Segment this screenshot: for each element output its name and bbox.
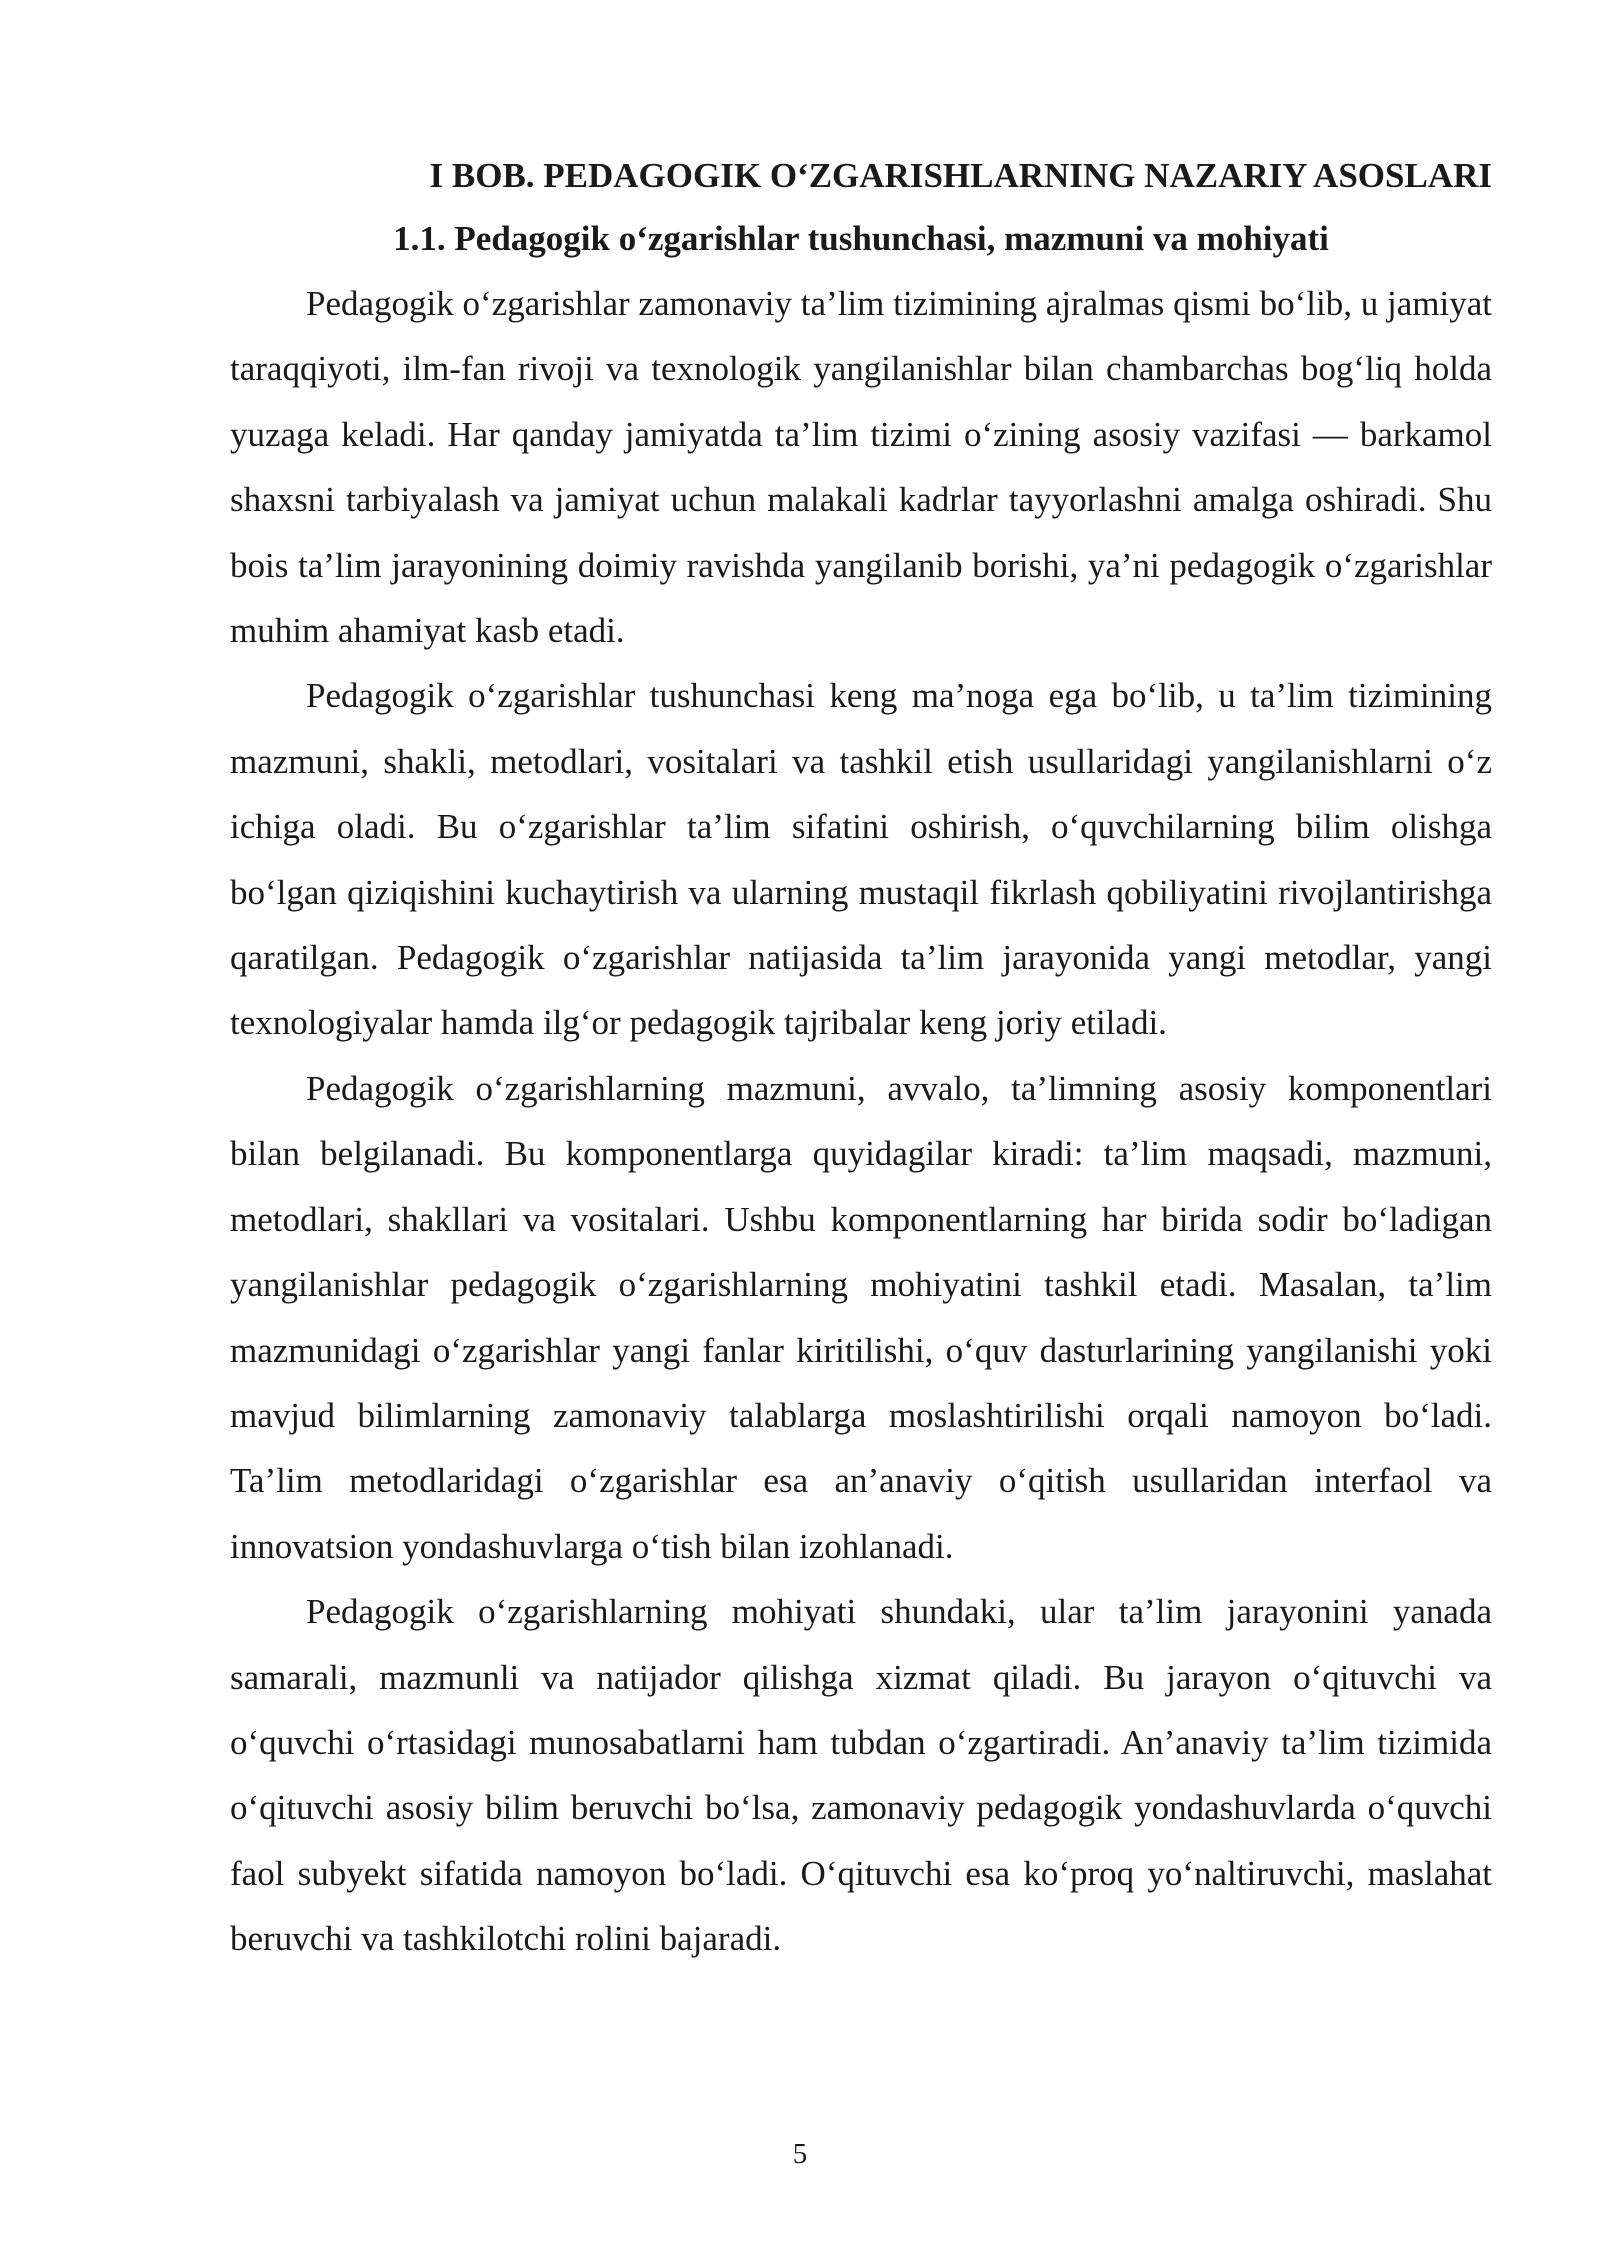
page-content [230,145,1492,1972]
section-title: 1.1. Pedagogik o‘zgarishlar tushunchasi, mazmuni va mohiyati [393,219,1329,258]
chapter-title: I BOB. PEDAGOGIK O‘ZGARISHLARNING NAZARIY ASOSLARI [429,156,1492,195]
paragraph-2: Pedagogik o‘zgarishlar tushunchasi keng ma’noga ega bo‘lib, u ta’lim tizimining mazmuni, shakli, metodlari, vositalari va tashkil etish usullaridagi yangilanishlarni o‘z ichiga oladi. Bu o‘zgarishlar ta’lim sifatini oshirish, o‘quvchilarning bilim olishga bo‘lgan qiziqishini kuchaytirish va ularning mustaqil fikrlash qobiliyatini rivojlantirishga qaratilgan. Pedagogik o‘zgarishlar natijasida ta’lim jarayonida yangi metodlar, yangi texnologiyalar hamda ilg‘or pedagogik tajribalar keng joriy etiladi. [230,676,1492,1043]
paragraph-1: Pedagogik o‘zgarishlar zamonaviy ta’lim tizimining ajralmas qismi bo‘lib, u jamiyat taraqqiyoti, ilm-fan rivoji va texnologik yangilanishlar bilan chambarchas bog‘liq holda yuzaga keladi. Har qanday jamiyatda ta’lim tizimi o‘zining asosiy vazifasi — barkamol shaxsni tarbiyalash va jamiyat uchun malakali kadrlar tayyorlashni amalga oshiradi. Shu bois ta’lim jarayonining doimiy ravishda yangilanib borishi, ya’ni pedagogik o‘zgarishlar muhim ahamiyat kasb etadi. [230,284,1492,651]
paragraph-4: Pedagogik o‘zgarishlarning mohiyati shundaki, ular ta’lim jarayonini yanada samarali, mazmunli va natijador qilishga xizmat qiladi. Bu jarayon o‘qituvchi va o‘quvchi o‘rtasidagi munosabatlarni ham tubdan o‘zgartiradi. An’anaviy ta’lim tizimida o‘qituvchi asosiy bilim beruvchi bo‘lsa, zamonaviy pedagogik yondashuvlarda o‘quvchi faol subyekt sifatida namoyon bo‘ladi. O‘qituvchi esa ko‘proq yo‘naltiruvchi, maslahat beruvchi va tashkilotchi rolini bajaradi. [230,1592,1492,1959]
paragraph-3: Pedagogik o‘zgarishlarning mazmuni, avvalo, ta’limning asosiy komponentlari bilan belgilanadi. Bu komponentlarga quyidagilar kiradi: ta’lim maqsadi, mazmuni, metodlari, shakllari va vositalari. Ushbu komponentlarning har birida sodir bo‘ladigan yangilanishlar pedagogik o‘zgarishlarning mohiyatini tashkil etadi. Masalan, ta’lim mazmunidagi o‘zgarishlar yangi fanlar kiritilishi, o‘quv dasturlarining yangilanishi yoki mavjud bilimlarning zamonaviy talablarga moslashtirilishi orqali namoyon bo‘ladi. Ta’lim metodlaridagi o‘zgarishlar esa an’anaviy o‘qitish usullaridan interfaol va innovatsion yondashuvlarga o‘tish bilan izohlanadi. [230,1068,1492,1566]
page-number: 5 [792,2138,808,2170]
